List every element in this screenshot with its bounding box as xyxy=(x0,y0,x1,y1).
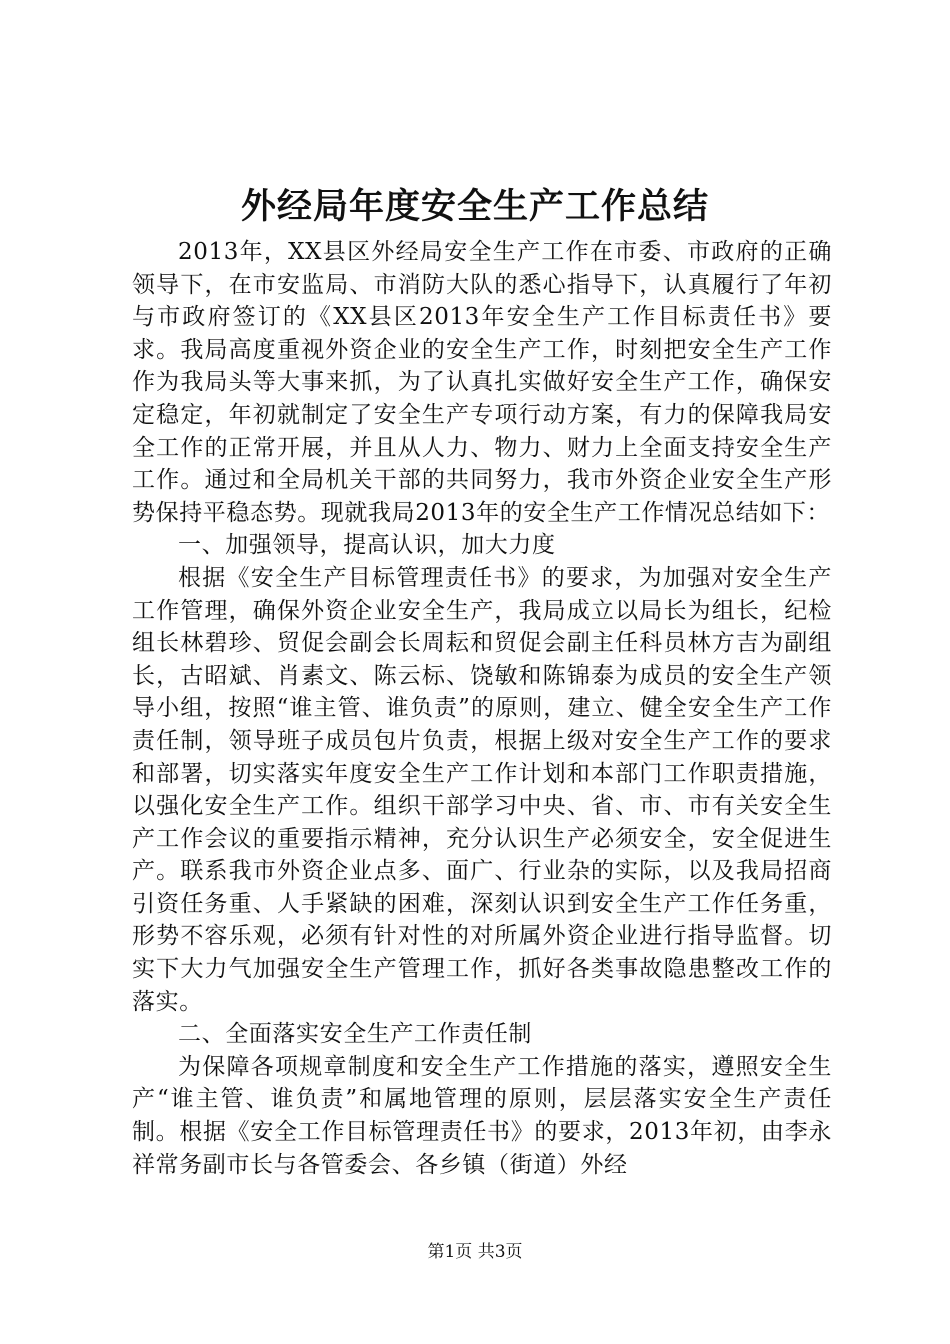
intro-paragraph: 2013年，XX县区外经局安全生产工作在市委、市政府的正确领导下，在市安监局、市消防大队的悉心指导下，认真履行了年初与市政府签订的《XX县区2013年安全生产工作目标责任书》要求。我局高度重视外资企业的安全生产工作，时刻把安全生产工作作为我局头等大事来抓，为了认真扎实做好安全生产工作，确保安定稳定，年初就制定了安全生产专项行动方案，有力的保障我局安全工作的正常开展，并且从人力、物力、财力上全面支持安全生产工作。通过和全局机关干部的共同努力，我市外资企业安全生产形势保持平稳态势。现就我局2013年的安全生产工作情况总结如下： xyxy=(132,239,832,526)
section-heading-1: 一、加强领导，提高认识，加大力度 xyxy=(178,532,556,559)
document-title: 外经局年度安全生产工作总结 xyxy=(240,186,709,227)
page-footer: 第1页 共3页 xyxy=(427,1242,523,1262)
section-body-2: 为保障各项规章制度和安全生产工作措施的落实，遵照安全生产“谁主管、谁负责”和属地管理的原则，层层落实安全生产责任制。根据《安全工作目标管理责任书》的要求，2013年初，由李永祥常务副市长与各管委会、各乡镇（街道）外经 xyxy=(132,1053,832,1178)
section-body-1: 根据《安全生产目标管理责任书》的要求，为加强对安全生产工作管理，确保外资企业安全生产，我局成立以局长为组长，纪检组长林碧珍、贸促会副会长周耘和贸促会副主任科员林方吉为副组长，古昭斌、肖素文、陈云标、饶敏和陈锦泰为成员的安全生产领导小组，按照“谁主管、谁负责”的原则，建立、健全安全生产工作责任制，领导班子成员包片负责，根据上级对安全生产工作的要求和部署，切实落实年度安全生产工作计划和本部门工作职责措施，以强化安全生产工作。组织干部学习中央、省、市、市有关安全生产工作会议的重要指示精神，充分认识生产必须安全，安全促进生产。联系我市外资企业点多、面广、行业杂的实际，以及我局招商引资任务重、人手紧缺的困难，深刻认识到安全生产工作任务重，形势不容乐观，必须有针对性的对所属外资企业进行指导监督。切实下大力气加强安全生产管理工作，抓好各类事故隐患整改工作的落实。 xyxy=(132,564,832,1015)
section-heading-2: 二、全面落实安全生产工作责任制 xyxy=(178,1021,532,1048)
document-body xyxy=(132,236,832,1181)
